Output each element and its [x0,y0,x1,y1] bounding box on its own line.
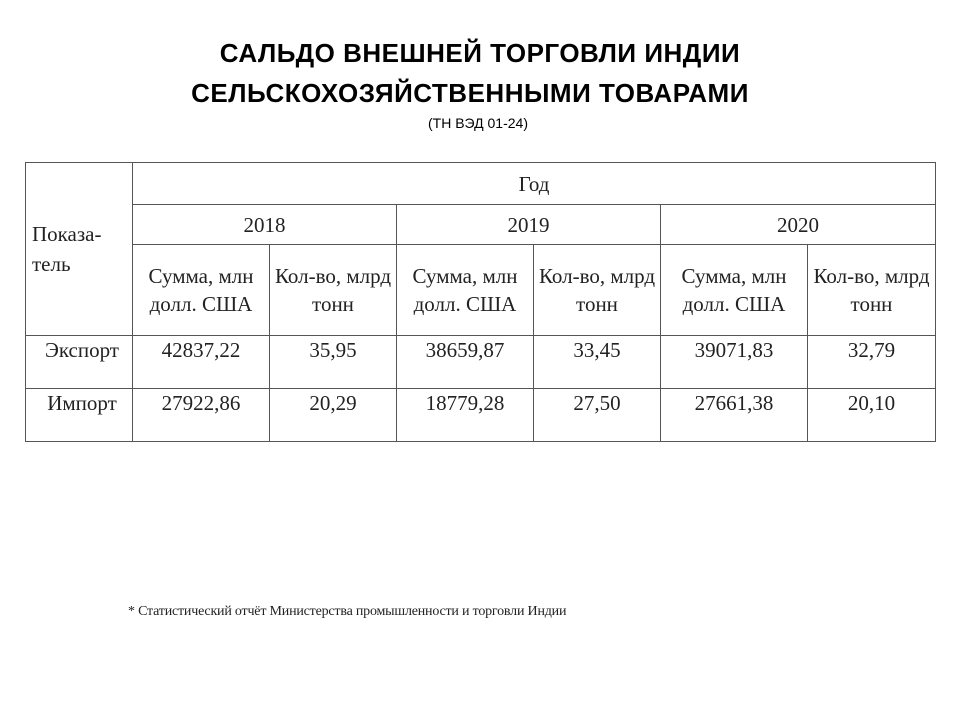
table-cell: 20,29 [270,389,397,442]
footnote: * Статистический отчёт Министерства промышленности и торговли Индии [128,604,567,619]
sum-header-2018: Сумма, млн долл. США [133,245,270,336]
table-cell: 20,10 [808,389,936,442]
table-cell: 38659,87 [397,336,534,389]
indicator-header-label: Показа-тель [32,222,102,276]
table-cell: 32,79 [808,336,936,389]
subtitle: (ТН ВЭД 01-24) [428,115,528,131]
title-line-2: СЕЛЬСКОХОЗЯЙСТВЕННЫМИ ТОВАРАМИ [191,78,749,108]
qty-header-2019: Кол-во, млрд тонн [534,245,661,336]
table-row-export [26,336,936,389]
year-2019: 2019 [397,205,661,245]
year-header: Год [133,163,936,205]
table-cell: 33,45 [534,336,661,389]
table-cell: 27922,86 [133,389,270,442]
year-2020: 2020 [661,205,936,245]
row-label-import: Импорт [26,389,133,442]
table-cell: 35,95 [270,336,397,389]
qty-header-2020: Кол-во, млрд тонн [808,245,936,336]
sum-header-2020: Сумма, млн долл. США [661,245,808,336]
table-cell: 27661,38 [661,389,808,442]
year-2018: 2018 [133,205,397,245]
indicator-header [26,163,133,336]
row-label-export: Экспорт [26,336,133,389]
table-cell: 27,50 [534,389,661,442]
sum-header-2019: Сумма, млн долл. США [397,245,534,336]
table-cell: 39071,83 [661,336,808,389]
title-line-1: САЛЬДО ВНЕШНЕЙ ТОРГОВЛИ ИНДИИ [219,38,741,68]
qty-header-2018: Кол-во, млрд тонн [270,245,397,336]
table-cell: 18779,28 [397,389,534,442]
table-cell: 42837,22 [133,336,270,389]
table-row-import [26,389,936,442]
trade-balance-table [25,162,936,442]
